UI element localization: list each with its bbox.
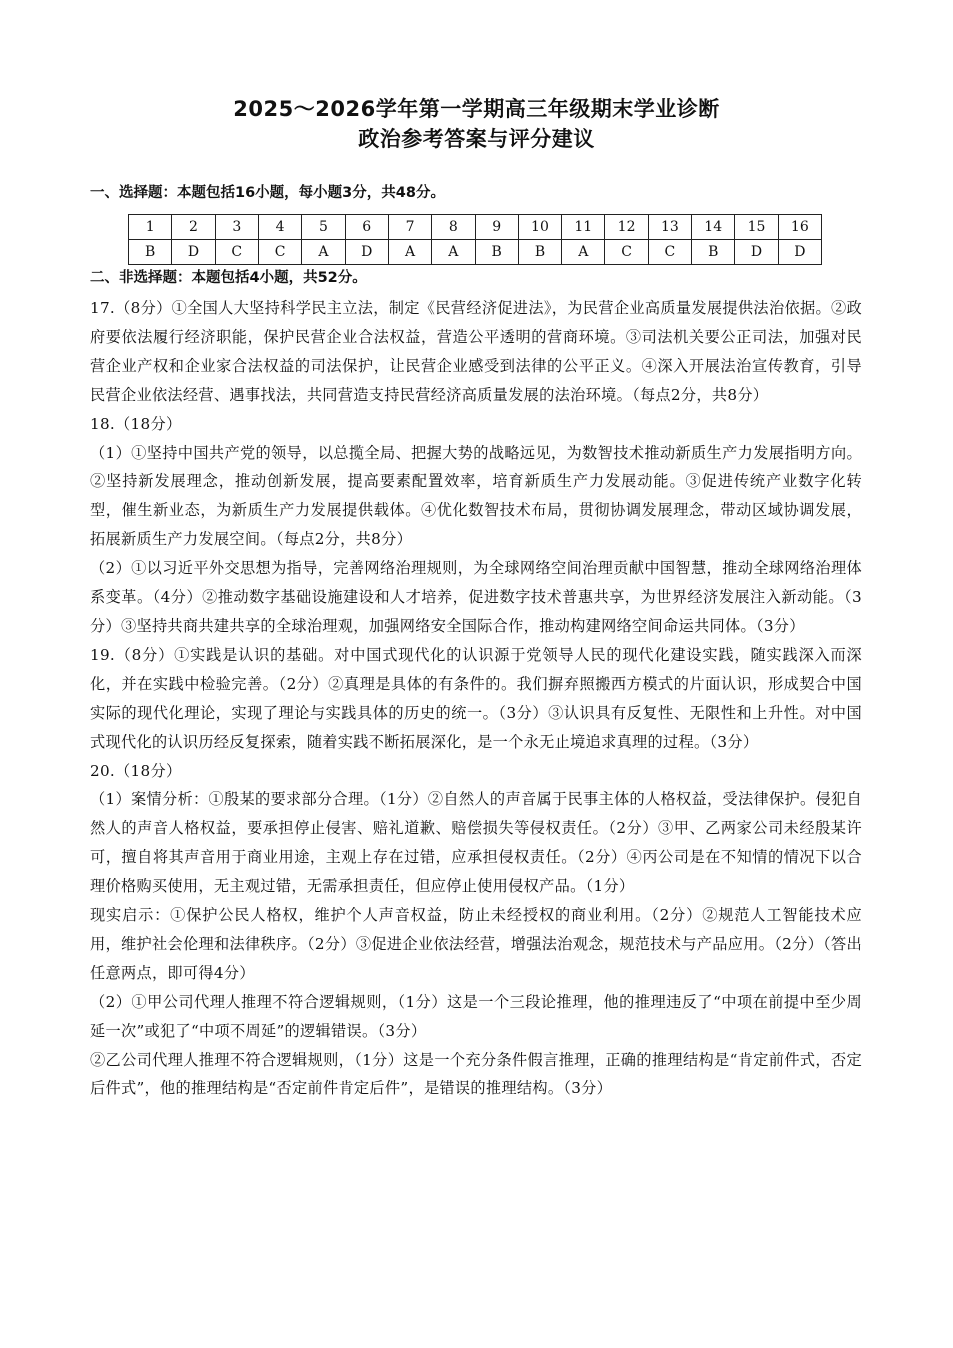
- question-number-cell: 8: [432, 215, 475, 240]
- question-number-cell: 9: [475, 215, 518, 240]
- answer-paragraph-q17: 17.（8分）①全国人大坚持科学民主立法，制定《民营经济促进法》，为民营企业高质量发展提供法治依据。②政府要依法履行经济职能，保护民营企业合法权益，营造公平透明的营商环境。③司法机关要公正司法，加强对民营企业产权和企业家合法权益的司法保护，让民营企业感受到法律的公平正义。④深入开展法治宣传教育，引导民营企业依法经营、遇事找法，共同营造支持民营经济高质量发展的法治环境。（每点2分，共8分）: [90, 299, 862, 404]
- answer-body: [90, 294, 862, 1103]
- question-number-cell: 10: [518, 215, 561, 240]
- question-number-cell: 11: [562, 215, 605, 240]
- answer-cell: D: [345, 240, 388, 265]
- answer-cell: A: [432, 240, 475, 265]
- answer-table-number-row: [129, 215, 822, 240]
- answer-paragraph-q18-1: （1）①坚持中国共产党的领导，以总揽全局、把握大势的战略远见，为数智技术推动新质生产力发展指明方向。②坚持新发展理念，推动创新发展，提高要素配置效率，培育新质生产力发展动能。③促进传统产业数字化转型，催生新业态，为新质生产力发展提供载体。④优化数智技术布局，贯彻协调发展理念，带动区域协调发展，拓展新质生产力发展空间。（每点2分，共8分）: [90, 443, 862, 549]
- answer-cell: B: [129, 240, 172, 265]
- answer-cell: C: [648, 240, 691, 265]
- question-number-cell: 14: [692, 215, 735, 240]
- answer-cell: C: [605, 240, 648, 265]
- question-number-cell: 13: [648, 215, 691, 240]
- document-subtitle: 政治参考答案与评分建议: [358, 127, 595, 151]
- answer-paragraph-q20-1-insight: 现实启示：①保护公民人格权，维护个人声音权益，防止未经授权的商业利用。（2分）②规范人工智能技术应用，维护社会伦理和法律秩序。（2分）③促进企业依法经营，增强法治观念，规范技术与产品应用。（2分）（答出任意两点，即可得4分）: [90, 906, 862, 982]
- question-number-cell: 7: [388, 215, 431, 240]
- question-number-cell: 3: [215, 215, 258, 240]
- answer-cell: A: [562, 240, 605, 265]
- question-number-cell: 6: [345, 215, 388, 240]
- answer-cell: B: [692, 240, 735, 265]
- answer-paragraph-q19: 19.（8分）①实践是认识的基础。对中国式现代化的认识源于党领导人民的现代化建设实践，随实践深入而深化，并在实践中检验完善。（2分）②真理是具体的有条件的。我们摒弃照搬西方模式的片面认识，形成契合中国实际的现代化理论，实现了理论与实践具体的历史的统一。（3分）③认识具有反复性、无限性和上升性。对中国式现代化的认识历经反复探索，随着实践不断拓展深化，是一个永无止境追求真理的过程。（3分）: [90, 645, 862, 751]
- answer-cell: C: [258, 240, 301, 265]
- document-title: 2025～2026学年第一学期高三年级期末学业诊断: [233, 97, 720, 121]
- answer-cell: C: [215, 240, 258, 265]
- question-number-cell: 5: [302, 215, 345, 240]
- answer-cell: A: [302, 240, 345, 265]
- answer-cell: B: [475, 240, 518, 265]
- answer-cell: D: [735, 240, 778, 265]
- answer-cell: A: [388, 240, 431, 265]
- section-heading-choice: 一、选择题：本题包括16小题，每小题3分，共48分。: [90, 185, 445, 201]
- answer-heading-q18: 18.（18分）: [90, 414, 182, 433]
- answer-paragraph-q20-2-a: （2）①甲公司代理人推理不符合逻辑规则，（1分）这是一个三段论推理，他的推理违反了“中项在前提中至少周延一次”或犯了“中项不周延”的逻辑错误。（3分）: [90, 992, 862, 1040]
- answer-paragraph-q20-2-b: ②乙公司代理人推理不符合逻辑规则，（1分）这是一个充分条件假言推理，正确的推理结构是“肯定前件式，否定后件式”，他的推理结构是“否定前件肯定后件”，是错误的推理结构。（3分）: [90, 1050, 862, 1098]
- question-number-cell: 4: [258, 215, 301, 240]
- question-number-cell: 2: [172, 215, 215, 240]
- question-number-cell: 1: [129, 215, 172, 240]
- question-number-cell: 12: [605, 215, 648, 240]
- question-number-cell: 15: [735, 215, 778, 240]
- answer-paragraph-q20-1-analysis: （1）案情分析：①殷某的要求部分合理。（1分）②自然人的声音属于民事主体的人格权益，受法律保护。侵犯自然人的声音人格权益，要承担停止侵害、赔礼道歉、赔偿损失等侵权责任。（2分）③甲、乙两家公司未经殷某许可，擅自将其声音用于商业用途，主观上存在过错，应承担侵权责任。（2分）④丙公司是在不知情的情况下以合理价格购买使用，无主观过错，无需承担责任，但应停止使用侵权产品。（1分）: [90, 790, 862, 896]
- section-heading-nonchoice: 二、非选择题：本题包括4小题，共52分。: [90, 270, 367, 286]
- answer-cell: D: [778, 240, 821, 265]
- answer-heading-q20: 20.（18分）: [90, 761, 182, 780]
- answer-table: [128, 214, 822, 265]
- answer-cell: B: [518, 240, 561, 265]
- answer-table-answer-row: [129, 240, 822, 265]
- answer-cell: D: [172, 240, 215, 265]
- question-number-cell: 16: [778, 215, 821, 240]
- answer-paragraph-q18-2: （2）①以习近平外交思想为指导，完善网络治理规则，为全球网络空间治理贡献中国智慧，推动全球网络治理体系变革。（4分）②推动数字基础设施建设和人才培养，促进数字技术普惠共享，为世界经济发展注入新动能。（3分）③坚持共商共建共享的全球治理观，加强网络安全国际合作，推动构建网络空间命运共同体。（3分）: [90, 559, 862, 635]
